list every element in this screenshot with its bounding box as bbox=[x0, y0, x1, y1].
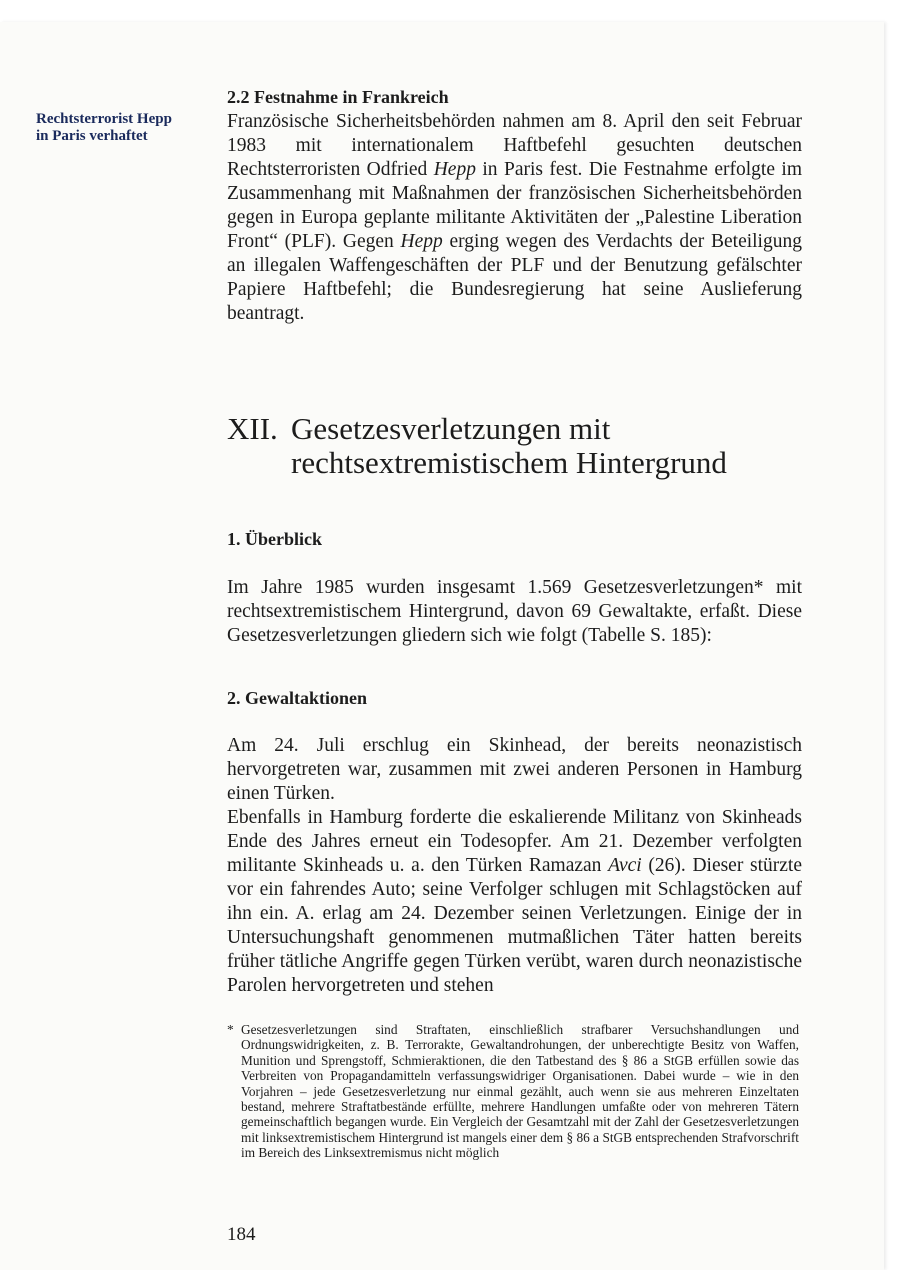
margin-note-line-1: Rechtsterrorist Hepp bbox=[36, 111, 172, 127]
footnote bbox=[227, 1022, 799, 1161]
section-2-text-a: Ebenfalls in Hamburg forderte die eskalierende Militanz von Skinheads Ende des Jahres erneut ein Todesopfer. Am 21. Dezember verfolgten militante Skinheads u. a. den Türken Ramazan bbox=[227, 807, 802, 876]
section-2-2 bbox=[227, 86, 802, 326]
section-2 bbox=[227, 687, 802, 998]
chapter-title-line-2: rechtsextremistischem Hintergrund bbox=[291, 445, 727, 480]
chapter-title-line-1: Gesetzesverletzungen mit bbox=[291, 411, 611, 446]
person-name-hepp-2: Hepp bbox=[400, 231, 443, 252]
chapter-heading bbox=[227, 412, 847, 480]
chapter-number: XII. bbox=[227, 411, 278, 446]
margin-note-line-2: in Paris verhaftet bbox=[36, 128, 148, 144]
section-1 bbox=[227, 528, 802, 648]
section-2-2-text-1: Französische Sicherheitsbehörden nahmen am 8. April den seit Februar 1983 mit internationalem Haftbefehl gesuchten deutschen Rechtsterroristen Odfried bbox=[227, 111, 802, 180]
person-name-hepp: Hepp bbox=[433, 159, 476, 180]
section-2-2-text-3: erging wegen des Verdachts der Beteiligung an illegalen Waffengeschäften der PLF und der Benutzung gefälschter Papiere Haftbefehl; die Bundesregierung hat seine Auslieferung beantragt. bbox=[227, 231, 802, 324]
section-1-heading: 1. Überblick bbox=[227, 529, 323, 549]
section-2-2-text-2: in Paris fest. Die Festnahme erfolgte im Zusammenhang mit Maßnahmen der französischen Sicherheitsbehörden gegen in Europa geplante militante Aktivitäten der „Palestine Liberation Front“ (PLF). Gegen bbox=[227, 159, 802, 252]
section-2-2-heading: 2.2 Festnahme in Frankreich bbox=[227, 87, 449, 107]
section-1-paragraph: Im Jahre 1985 wurden insgesamt 1.569 Gesetzesverletzungen* mit rechtsextremistischem Hintergrund, davon 69 Gewaltakte, erfaßt. Diese Gesetzesverletzungen gliedern sich wie folgt (Tabelle S. 185): bbox=[227, 577, 802, 646]
footnote-mark: * bbox=[227, 1022, 234, 1037]
section-2-2-paragraph bbox=[227, 110, 802, 326]
section-2-heading: 2. Gewaltaktionen bbox=[227, 688, 368, 708]
margin-note bbox=[36, 111, 196, 145]
section-2-text-b: (26). Dieser stürzte vor ein fahrendes Auto; seine Verfolger schlugen mit Schlagstöcken auf ihn ein. A. erlag am 24. Dezember seinen Verletzungen. Einige der in Untersuchungshaft genommenen mutmaßlichen Täter hatten bereits früher tätliche Angriffe gegen Türken verübt, waren durch neonazistische Parolen hervorgetreten und stehen bbox=[227, 855, 803, 996]
page-number: 184 bbox=[227, 1224, 256, 1245]
section-2-body bbox=[227, 734, 802, 998]
section-2-paragraph-1: Am 24. Juli erschlug ein Skinhead, der bereits neonazistisch hervorgetreten war, zusammen mit zwei anderen Personen in Hamburg einen Türken. bbox=[227, 735, 802, 804]
person-name-avci: Avci bbox=[608, 855, 642, 876]
footnote-text: Gesetzesverletzungen sind Straftaten, einschließlich strafbarer Versuchshandlungen und Ordnungswidrigkeiten, z. B. Terrorakte, Gewaltandrohungen, der unberechtigte Besitz von Waffen, Munition und Sprengstoff, Schmieraktionen, die den Tatbestand des § 86 a StGB erfüllen sowie das Verbreiten von Propagandamitteln verfassungswidriger Organisationen. Dabei wurde – wie in den Vorjahren – jede Gesetzesverletzung nur einmal gezählt, auch wenn sie aus mehreren Einzeltaten bestand, mehrere Straftatbestände erfüllte, mehrere Handlungen umfaßte oder von mehreren Tätern gemeinschaftlich begangen wurde. Ein Vergleich der Gesamtzahl mit der Zahl der Gesetzesverletzungen mit linksextremistischem Hintergrund ist mangels einer dem § 86 a StGB entsprechenden Strafvorschrift im Bereich des Linksextremismus nicht möglich bbox=[241, 1022, 799, 1161]
section-2-paragraph-2 bbox=[227, 806, 802, 998]
